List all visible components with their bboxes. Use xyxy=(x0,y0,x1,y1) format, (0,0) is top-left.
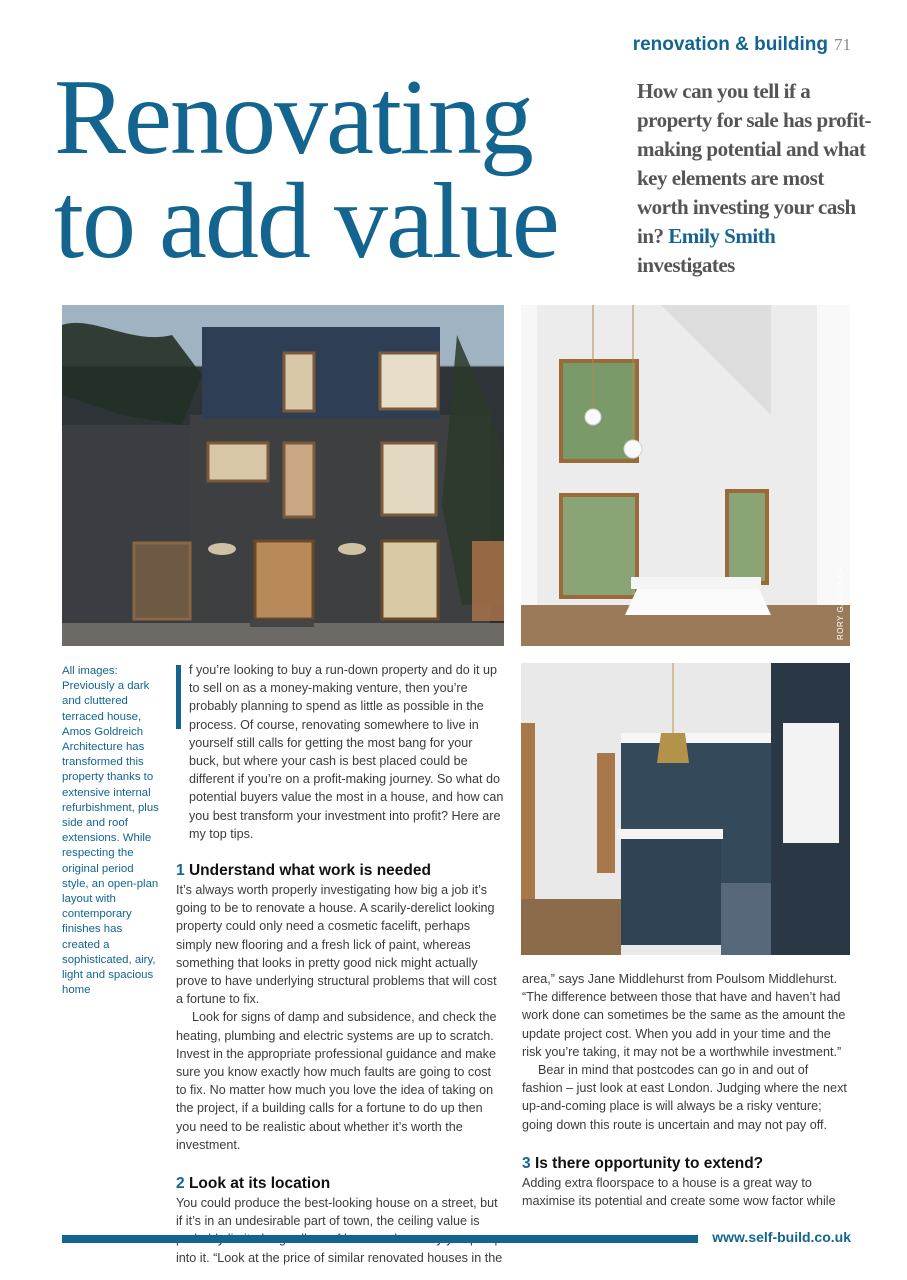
section-3-paragraph-1: Adding extra floorspace to a house is a great way to maximise its potential and create some wow factor while xyxy=(522,1175,836,1209)
standfirst-text: How can you tell if a property for sale has profit-making potential and what key elements are most worth investing your cash in? xyxy=(637,79,871,248)
footer-rule xyxy=(62,1235,698,1243)
article-column-left xyxy=(176,661,504,1267)
section-3-title: Is there opportunity to extend? xyxy=(534,1154,764,1172)
section-title: renovation & building xyxy=(632,34,828,55)
kitchen-photo xyxy=(521,663,850,955)
exterior-photo xyxy=(62,305,504,646)
section-1-number: 1 xyxy=(176,862,185,880)
article-title xyxy=(54,58,558,281)
section-3-heading xyxy=(522,1154,852,1174)
section-2-paragraph-2: area,” says Jane Middlehurst from Poulsom Middlehurst. “The difference between those that have and haven’t had work done can sometimes be the same as the amount the update project cost. When you add in your time and the risk you’re taking, it may not be a worthwhile investment.” xyxy=(522,972,846,1059)
section-1-heading xyxy=(176,861,504,881)
drop-cap-bar xyxy=(176,665,181,729)
photo-credit: RORY GARDINER xyxy=(836,566,845,640)
article-column-right xyxy=(522,970,852,1210)
exterior-photo-illustration xyxy=(62,305,504,646)
standfirst xyxy=(637,77,877,280)
section-3-number: 3 xyxy=(522,1154,531,1172)
section-2-paragraph-1: You could produce the best-looking house on a street, but if it’s in an undesirable part of town, the ceiling value is into it. “Look at the price of similar renovated houses in the xyxy=(176,1196,503,1265)
interior-photo xyxy=(521,305,850,646)
section-2-number: 2 xyxy=(176,1175,185,1193)
section-header xyxy=(633,34,851,56)
section-2-paragraph-3: Bear in mind that postcodes can go in and out of fashion – just look at east London. Judging where the next up-and-coming place is will always be a risky venture; going down this route is uncertain and may not pay off. xyxy=(522,1063,847,1132)
intro-paragraph xyxy=(176,661,504,843)
kitchen-photo-illustration xyxy=(521,663,850,955)
section-2-heading xyxy=(176,1174,504,1194)
section-2-title: Look at its location xyxy=(188,1175,331,1193)
title-line-1: Renovating xyxy=(54,58,532,177)
section-1-title: Understand what work is needed xyxy=(188,862,431,880)
section-1-paragraph-1: It’s always worth properly investigating how big a job it’s going to be to renovate a house. A scarily-derelict looking property could only need a cosmetic facelift, perhaps simply new flooring and a fresh lick of paint, whereas something that looks in pretty good nick might actually prove to have underlying structural problems that will cost a fortune to fix. xyxy=(176,883,497,1007)
standfirst-suffix: investigates xyxy=(637,253,735,277)
interior-photo-illustration xyxy=(521,305,850,646)
image-caption: All images: Previously a dark and cluttered terraced house, Amos Goldreich Architecture has transformed this property thanks to extensive internal refurbishment, plus side and roof extensions. While respecting the original period style, an open-plan layout with contemporary finishes has created a sophisticated, airy, light and spacious home xyxy=(62,665,159,997)
footer-url: www.self-build.co.uk xyxy=(712,1229,851,1245)
author-name: Emily Smith xyxy=(668,224,776,248)
intro-text: f you’re looking to buy a run-down property and do it up to sell on as a money-making venture, then you’re probably planning to spend as little as possible in the process. Of course, renovating somewhere to live in yourself still calls for getting the most bang for your buck, but where your cash is best placed could be different if you’re on a profit-making journey. So what do potential buyers value the most in a house, and how can you best transform your investment into profit? Here are my top tips. xyxy=(189,663,504,841)
title-line-2: to add value xyxy=(54,162,558,281)
section-1-paragraph-2: Look for signs of damp and subsidence, and check the heating, plumbing and electric systems are up to scratch. Invest in the appropriate professional guidance and make sure you know exactly how much faults are going to cost to fix. No matter how much you love the idea of taking on the project, if a building calls for a fortune to do up then you need to be realistic about whether it’s worth the investment. xyxy=(176,1010,497,1152)
page-number: 71 xyxy=(834,35,851,54)
